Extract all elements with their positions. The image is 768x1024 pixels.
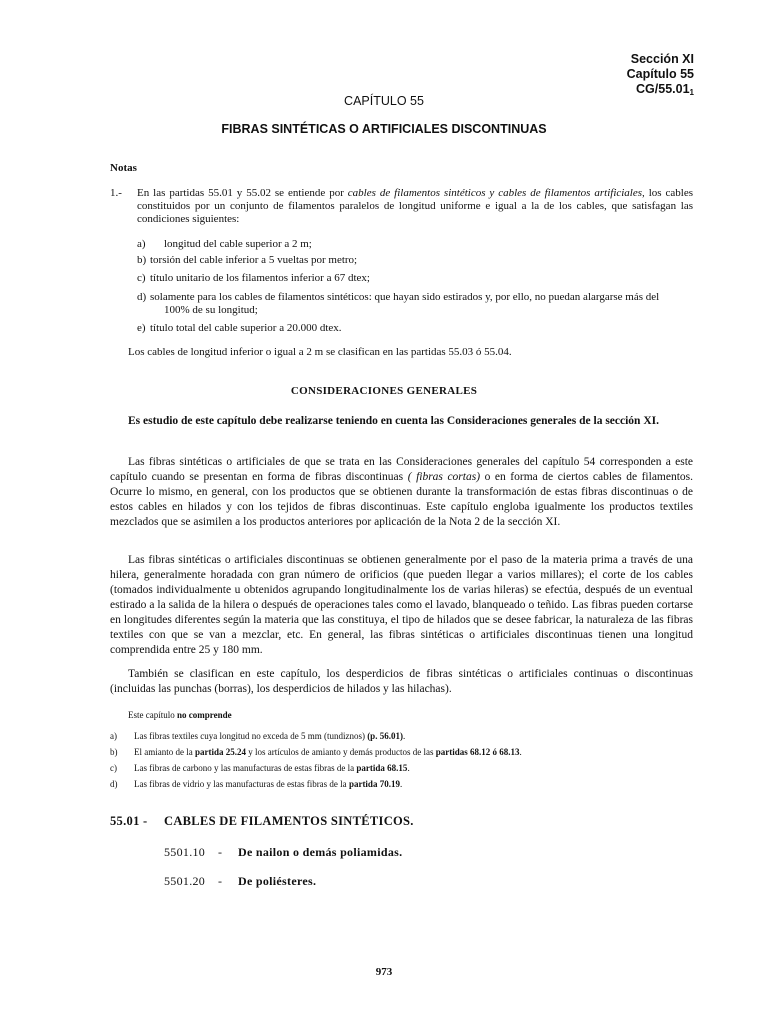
note-item-continuation: 100% de su longitud; [164,304,258,316]
exclusions-intro: Este capítulo no comprende [128,710,232,720]
general-intro: Es estudio de este capítulo debe realizarse teniendo en cuenta las Consideraciones generales de la sección XI. [128,415,659,427]
exclusion-letter: b) [110,747,118,757]
note-item-letter: a) [137,238,146,250]
exclusion-text: Las fibras textiles cuya longitud no exceda de 5 mm (tundiznos) (p. 56.01). [134,731,406,741]
note-item-text: torsión del cable inferior a 5 vueltas por metro; [150,254,358,266]
note-item-text: longitud del cable superior a 2 m; [164,238,312,250]
exclusion-text: Las fibras de vidrio y las manufacturas de estas fibras de la partida 70.19. [134,779,403,789]
note-item-letter: e) [137,322,146,334]
exclusion-letter: d) [110,779,118,789]
exclusion-letter: c) [110,763,117,773]
general-paragraph-2: Las fibras sintéticas o artificiales discontinuas se obtienen generalmente por el paso de la materia prima a través de una hilera, generalmente horadada con gran número de orificios (que pueden llegar a varios millares); el corte de los cables (tomados individualmente u obtenidos agrupando longitudinalmente los de varias hileras) se efectúa, después de un eventual estirado a la salida de la hilera o después de operaciones tales como el lavado, blanqueado o teñido. Las fibras pueden cortarse en longitudes diferentes según la materia que las constituya, el tipo de hilados que se desee fabricar, la naturaleza de las fibras textiles con que se van a mezclar, etc. En general, las fibras sintéticas o artificiales discontinuas tienen una longitud comprendida entre 25 y 180 mm. [110,554,693,656]
subheading-code: 5501.20 [164,874,206,888]
note-item-letter: d) [137,291,147,303]
note-number: 1.- [110,187,122,199]
general-paragraph-3: También se clasifican en este capítulo, los desperdicios de fibras sintéticas o artificiales continuas o discontinuas (incluidas las punchas (borras), los desperdicios de hilados y las hilachas). [110,668,693,695]
heading-code-5501: 55.01 - [110,814,148,828]
notes-heading: Notas [110,162,137,174]
general-paragraph-1: Las fibras sintéticas o artificiales de que se trata en las Consideraciones generales del capítulo 54 corresponden a este capítulo cuando se presentan en forma de fibras discontinuas ( fibras cortas) o en forma de ciertos cables de filamentos. Ocurre lo mismo, en general, con los productos que se obtienen durante la transformación de estas fibras discontinuas o de estos cables en hilados y con los tejidos de fibras discontinuas. Este capítulo engloba igualmente los productos textiles mezclados que se asimilen a los productos anteriores por aplicación de la Nota 2 de la sección XI. [110,456,694,528]
general-heading: CONSIDERACIONES GENERALES [290,385,478,397]
chapter-label: Capítulo 55 [626,67,694,81]
note-item-text: título total del cable superior a 20.000 dtex. [150,322,342,334]
note-item-letter: b) [137,254,147,266]
note-item-text: título unitario de los filamentos inferior a 67 dtex; [150,272,370,284]
section-label: Sección XI [630,52,694,66]
note-item-letter: c) [137,272,146,284]
heading-label-5501: CABLES DE FILAMENTOS SINTÉTICOS. [164,814,414,828]
exclusion-text: Las fibras de carbono y las manufacturas de estas fibras de la partida 68.15. [134,763,410,773]
chapter-title: FIBRAS SINTÉTICAS O ARTIFICIALES DISCONTINUAS [221,122,547,136]
exclusion-letter: a) [110,731,117,741]
page-number: 973 [375,966,393,978]
exclusion-text: El amianto de la partida 25.24 y los artículos de amianto y demás productos de las partidas 68.12 ó 68.13. [134,747,522,757]
note-closing: Los cables de longitud inferior o igual a 2 m se clasifican en las partidas 55.03 ó 55.04. [128,346,512,358]
subheading-label: De nailon o demás poliamidas. [238,845,403,859]
note-1-text: En las partidas 55.01 y 55.02 se entiende por cables de filamentos sintéticos y cables de filamentos artificiales, los cables constituidos por un conjunto de filamentos paralelos de longitud uniforme e igual a la de los cables, que satisfagan las condiciones siguientes: [137,187,693,225]
subheading-label: De poliésteres. [238,874,317,888]
subheading-dash: - [218,874,223,888]
subheading-dash: - [218,845,223,859]
chapter-heading: CAPÍTULO 55 [344,94,424,108]
document-code: $CG/55.01_1$ [636,82,694,97]
subheading-code: 5501.10 [164,845,206,859]
note-item-text: solamente para los cables de filamentos sintéticos: que hayan sido estirados y, por ello, no puedan alargarse más del [150,291,660,303]
page-header [627,52,694,100]
